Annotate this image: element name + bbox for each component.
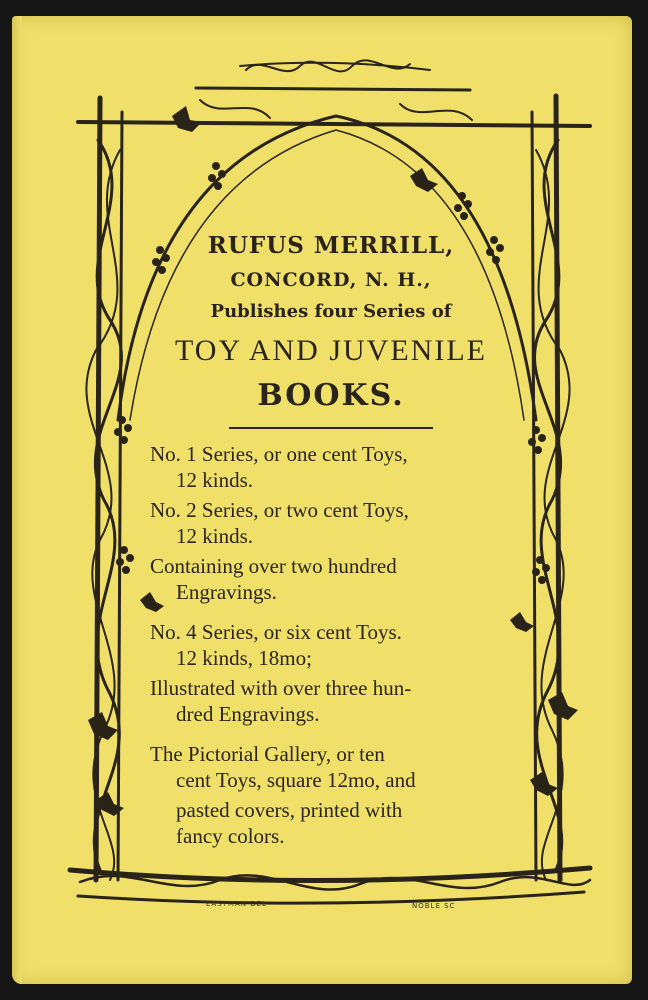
series-entry-line2: 12 kinds, 18mo; bbox=[176, 646, 312, 670]
publisher-name: RUFUS MERRILL, bbox=[207, 232, 455, 259]
series-entry bbox=[150, 741, 512, 793]
publisher-tagline: Publishes four Series of bbox=[210, 301, 452, 322]
series-entry bbox=[150, 619, 512, 671]
series-entry-line2: 12 kinds. bbox=[176, 468, 254, 492]
engraver-credit-right: NOBLE SC bbox=[412, 902, 456, 910]
series-entry-line2: dred Engravings. bbox=[176, 702, 320, 726]
publisher-location: CONCORD, N. H., bbox=[230, 269, 432, 291]
series-entry bbox=[150, 675, 512, 727]
series-entry-line2: fancy colors. bbox=[176, 824, 285, 848]
divider-rule bbox=[229, 427, 433, 429]
series-entry-line1: No. 1 Series, or one cent Toys, bbox=[150, 442, 408, 466]
series-entry-line1: The Pictorial Gallery, or ten bbox=[150, 742, 385, 766]
series-entry bbox=[150, 797, 512, 849]
series-entry bbox=[150, 497, 512, 549]
series-entry-line1: No. 4 Series, or six cent Toys. bbox=[150, 620, 402, 644]
title-line-2: BOOKS. bbox=[257, 378, 405, 413]
series-entry-line1: pasted covers, printed with bbox=[176, 798, 403, 822]
series-entry-line1: No. 2 Series, or two cent Toys, bbox=[150, 498, 409, 522]
series-entry bbox=[150, 441, 512, 493]
series-entry bbox=[150, 553, 512, 605]
engraver-credit-left: EASTMAN DEL bbox=[206, 900, 267, 908]
series-entry-line1: Containing over two hundred bbox=[150, 554, 397, 578]
publisher-advertisement bbox=[150, 228, 512, 853]
title-line-1: TOY AND JUVENILE bbox=[175, 334, 487, 367]
series-entry-line1: Illustrated with over three hun- bbox=[150, 676, 412, 700]
series-entry-line2: 12 kinds. bbox=[176, 524, 254, 548]
series-entry-line2: Engravings. bbox=[176, 580, 277, 604]
series-entry-line2: cent Toys, square 12mo, and bbox=[176, 768, 416, 792]
